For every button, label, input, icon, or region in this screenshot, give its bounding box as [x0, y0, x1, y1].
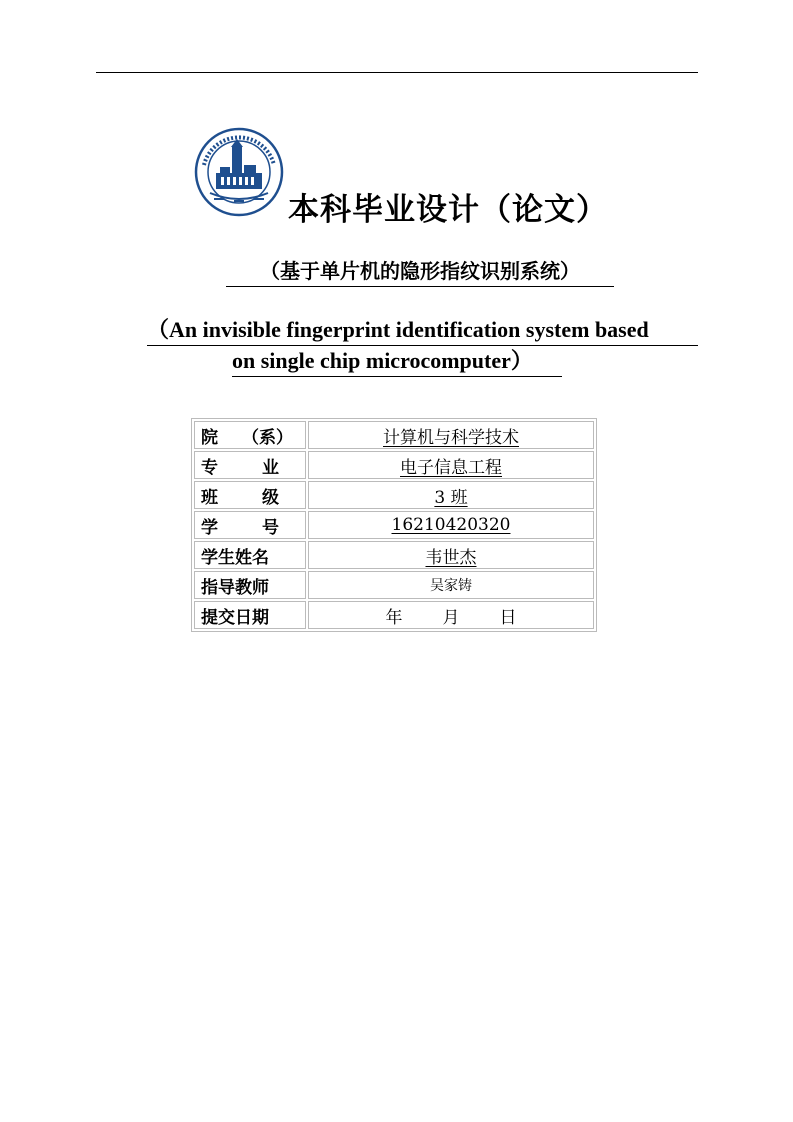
- value-class: 3 班: [308, 481, 594, 509]
- date-month: 月: [442, 607, 460, 628]
- label-student-name: 学生姓名: [194, 541, 306, 569]
- row-student-id: [194, 511, 594, 539]
- thesis-title-en-line2: on single chip microcomputer）: [232, 344, 562, 377]
- value-student-name: 韦世杰: [308, 541, 594, 569]
- value-major: 电子信息工程: [308, 451, 594, 479]
- row-class: [194, 481, 594, 509]
- info-table: [191, 418, 597, 632]
- date-year: 年: [385, 607, 403, 628]
- value-student-id: 16210420320: [308, 511, 594, 539]
- thesis-title-en-line1: （An invisible fingerprint identification system based: [147, 313, 698, 346]
- university-seal-icon: [194, 127, 284, 217]
- value-submit-date: [308, 601, 594, 629]
- value-advisor: 吴家铸: [308, 571, 594, 599]
- value-department: 计算机与科学技术: [308, 421, 594, 449]
- label-submit-date: 提交日期: [194, 601, 306, 629]
- label-student-id: 学 号: [194, 511, 306, 539]
- main-title: 本科毕业设计（论文）: [288, 192, 608, 228]
- label-class: 班 级: [194, 481, 306, 509]
- row-submit-date: [194, 601, 594, 629]
- row-major: [194, 451, 594, 479]
- row-advisor: [194, 571, 594, 599]
- label-advisor: 指导教师: [194, 571, 306, 599]
- date-day: 日: [499, 607, 517, 628]
- label-department: 院 （系）: [194, 421, 306, 449]
- header-rule: [96, 72, 698, 73]
- row-student-name: [194, 541, 594, 569]
- thesis-title-cn: （基于单片机的隐形指纹识别系统）: [226, 255, 614, 287]
- row-department: [194, 421, 594, 449]
- label-major: 专 业: [194, 451, 306, 479]
